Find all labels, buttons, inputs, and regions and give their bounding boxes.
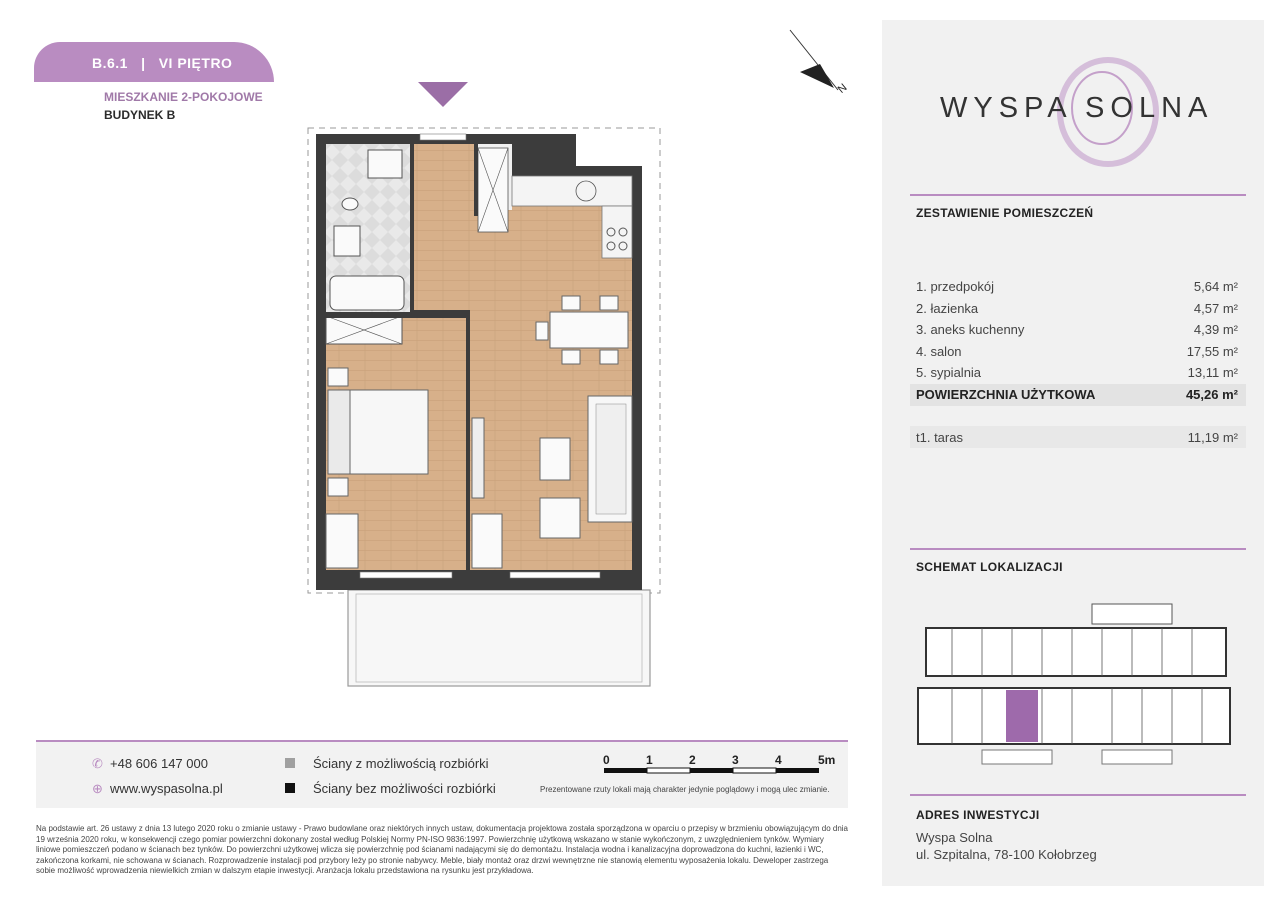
divider [910,794,1246,796]
scale-label: 1 [646,753,653,767]
building-label: BUDYNEK B [104,108,176,122]
phone-number[interactable]: +48 606 147 000 [110,756,208,771]
total-name: POWIERZCHNIA UŻYTKOWA [916,387,1096,402]
divider [910,194,1246,196]
room-row [916,342,1238,362]
room-row [916,363,1238,383]
room-row [916,299,1238,319]
compass-icon [786,28,856,100]
room-name: 5. sypialnia [916,365,982,380]
room-area: 4,39 m² [1193,322,1238,337]
room-area: 5,64 m² [1193,279,1238,294]
highlighted-unit [1006,690,1038,742]
globe-icon: ⊕ [92,781,103,796]
divider [910,548,1246,550]
fixed-wall-swatch [285,783,295,793]
phone-icon: ✆ [92,756,103,771]
room-name: 3. aneks kuchenny [916,322,1025,337]
location-schema [912,600,1242,768]
room-name: 2. łazienka [916,301,979,316]
website-link[interactable]: www.wyspasolna.pl [110,781,223,796]
total-area: 45,26 m² [1185,387,1238,402]
terrace-name: t1. taras [916,430,963,445]
address-title: ADRES INWESTYCJI [916,808,1040,822]
room-area: 17,55 m² [1186,344,1238,359]
room-name: 4. salon [916,344,962,359]
scale-label: 5m [818,753,836,767]
disclaimer-text: Prezentowane rzuty lokali mają charakter jedynie poglądowy i mogą ulec zmianie. [540,785,830,794]
room-row [916,277,1238,297]
removable-wall-swatch [285,758,295,768]
terrace-area: 11,19 m² [1187,430,1238,445]
location-title: SCHEMAT LOKALIZACJI [916,560,1063,574]
terrace-content [916,428,1238,448]
entrance-arrow-icon [418,82,468,107]
room-area: 13,11 m² [1187,365,1238,380]
room-area: 4,57 m² [1193,301,1238,316]
address-line2: ul. Szpitalna, 78-100 Kołobrzeg [916,847,1097,862]
unit-label: B.6.1 | VI PIĘTRO [92,55,233,71]
scale-label: 3 [732,753,739,767]
scale-label: 2 [689,753,696,767]
rooms-title: ZESTAWIENIE POMIESZCZEŃ [916,206,1094,220]
scale-label: 4 [775,753,782,767]
apartment-type: MIESZKANIE 2-POKOJOWE [104,90,263,104]
scale-bar [604,767,826,775]
compass-label: N [835,81,850,96]
address-line1: Wyspa Solna [916,830,993,845]
scale-label: 0 [603,753,610,767]
legend-removable: Ściany z możliwością rozbiórki [313,756,489,771]
logo-text: WYSPA SOLNA [940,92,1214,124]
room-row [916,320,1238,340]
floor-plan [300,120,670,695]
legal-note: Na podstawie art. 26 ustawy z dnia 13 lutego 2020 roku o zmianie ustawy - Prawo budowlane oraz niektórych innych ustaw, dokumentacja projektowa została sporządzona w oparciu o przepisy w brzmieniu obowiązującym do dnia 19 września 2020 roku, w konsekwencji czego pomiar powierzchni dokonany został według Polskiej Normy PN-ISO 9836:1997. Powierzchnię użytkową wskazano w stanie wykończonym, z uwzględnieniem tynków. Wymiary liniowe pomieszczeń podano w ścianach bez tynków. Do powierzchni użytkowej wlicza się powierzchnię pod ścianami nadającymi się do demontażu. Instalacja wodna i kanalizacyjna doprowadzona do kuchni, łazienki i WC, zakończona korkami, nie schowana w ścianach. Rozprowadzenie instalacji pod przybory leży po stronie nabywcy. Meble, biały montaż oraz drzwi wewnętrzne nie stanowią elementu wyposażenia lokalu. Deweloper zastrzega sobie możliwość wprowadzenia niewielkich zmian w dalszym etapie inwestycji. Aranżacja lokalu przedstawiona na rysunku jest przykładowa. [36,824,848,875]
room-name: 1. przedpokój [916,279,995,294]
legend-fixed: Ściany bez możliwości rozbiórki [313,781,496,796]
